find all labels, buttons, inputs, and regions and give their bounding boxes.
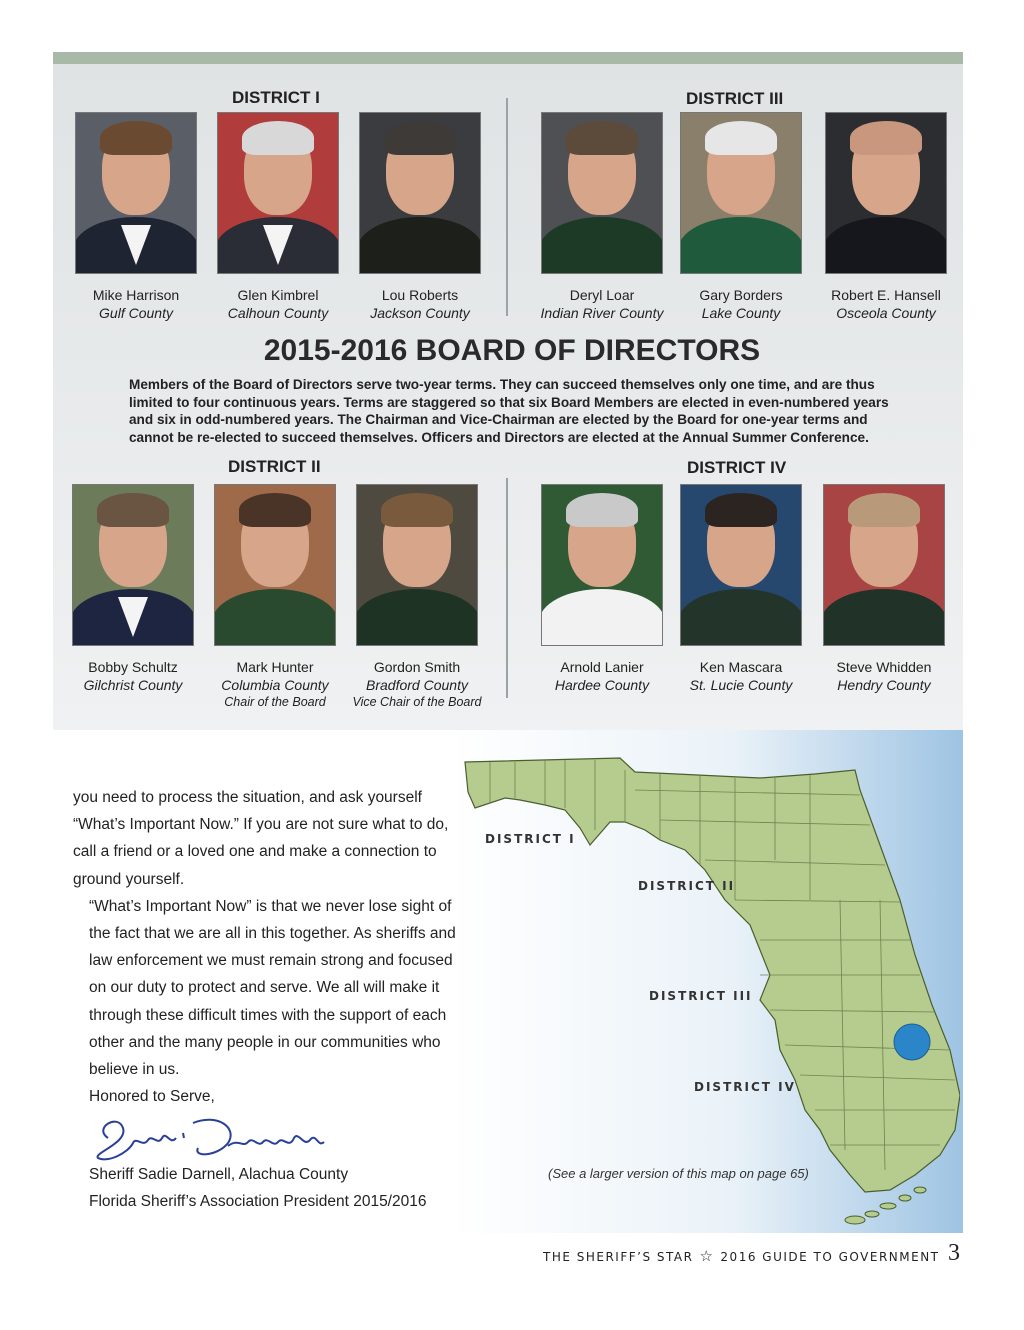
map-label-district-iii: DISTRICT III xyxy=(649,989,753,1003)
director-photo xyxy=(359,112,481,274)
director-photo xyxy=(217,112,339,274)
map-label-district-iv: DISTRICT IV xyxy=(694,1080,796,1094)
director-photo xyxy=(214,484,336,646)
district-ii-title: DISTRICT II xyxy=(228,457,321,476)
director-card xyxy=(819,484,949,694)
director-county: Gulf County xyxy=(99,305,173,321)
letter-paragraph: you need to process the situation, and ask yourself “What’s Important Now.” If you are not sure what to do, call a friend or a loved one and make a connection to ground yourself. xyxy=(73,789,449,888)
star-icon: ☆ xyxy=(699,1247,715,1265)
map-label-district-ii: DISTRICT II xyxy=(638,879,736,893)
director-photo xyxy=(541,484,663,646)
district-divider-bottom xyxy=(506,478,508,698)
signer-title: Florida Sheriff’s Association President 2015/2016 xyxy=(89,1193,427,1210)
director-card xyxy=(676,484,806,694)
director-photo xyxy=(72,484,194,646)
director-photo xyxy=(680,112,802,274)
director-role: Vice Chair of the Board xyxy=(352,695,482,709)
director-county: St. Lucie County xyxy=(689,677,793,693)
director-card xyxy=(71,112,201,322)
letter-paragraph: “What’s Important Now” is that we never lose sight of the fact that we are all in this together. As sheriffs and law enforcement we must remain strong and focused on our duty to protect and serve. We all will make it through these difficult times with the support of each other and the many people in our communities who believe in us. xyxy=(89,897,456,1079)
district-i-title: DISTRICT I xyxy=(232,88,320,107)
director-county: Calhoun County xyxy=(227,305,329,321)
director-name: Bobby Schultz xyxy=(88,659,178,675)
publication-edition: 2016 GUIDE TO GOVERNMENT xyxy=(720,1250,940,1264)
director-photo xyxy=(680,484,802,646)
page-footer xyxy=(543,1247,940,1265)
director-photo xyxy=(541,112,663,274)
director-name: Gary Borders xyxy=(699,287,783,303)
director-name: Gordon Smith xyxy=(373,659,461,675)
director-photo xyxy=(75,112,197,274)
director-name: Mark Hunter xyxy=(236,659,314,675)
director-county: Bradford County xyxy=(366,677,468,693)
director-name: Lou Roberts xyxy=(381,287,459,303)
lake-okeechobee xyxy=(894,1024,930,1060)
director-name: Steve Whidden xyxy=(836,659,932,675)
signer-name: Sheriff Sadie Darnell, Alachua County xyxy=(89,1166,349,1183)
map-label-district-i: DISTRICT I xyxy=(485,832,576,846)
director-photo xyxy=(356,484,478,646)
director-name: Arnold Lanier xyxy=(560,659,644,675)
director-card xyxy=(213,112,343,322)
director-county: Osceola County xyxy=(836,305,936,321)
director-name: Deryl Loar xyxy=(569,287,635,303)
director-card xyxy=(537,112,667,322)
president-letter xyxy=(73,784,463,1110)
director-county: Hardee County xyxy=(554,677,650,693)
district-iv-title: DISTRICT IV xyxy=(687,458,787,477)
director-county: Lake County xyxy=(701,305,781,321)
director-card xyxy=(676,112,806,322)
director-name: Glen Kimbrel xyxy=(237,287,319,303)
director-name: Robert E. Hansell xyxy=(831,287,941,303)
director-photo xyxy=(825,112,947,274)
director-card xyxy=(352,484,482,711)
letter-closing: Honored to Serve, xyxy=(89,1088,215,1106)
page-number: 3 xyxy=(948,1240,960,1266)
director-card xyxy=(210,484,340,711)
director-county: Gilchrist County xyxy=(83,677,183,693)
director-name: Ken Mascara xyxy=(699,659,783,675)
signature-image xyxy=(88,1108,338,1168)
district-divider-top xyxy=(506,98,508,316)
page-title: 2015-2016 BOARD OF DIRECTORS xyxy=(263,334,761,367)
director-card xyxy=(821,112,951,322)
director-card xyxy=(355,112,485,322)
director-county: Indian River County xyxy=(540,305,664,321)
publication-name: THE SHERIFF’S STAR xyxy=(543,1250,694,1264)
director-role: Chair of the Board xyxy=(224,695,326,709)
director-photo xyxy=(823,484,945,646)
florida-keys xyxy=(845,1187,926,1224)
director-county: Jackson County xyxy=(370,305,470,321)
director-name: Mike Harrison xyxy=(92,287,180,303)
map-caption: (See a larger version of this map on page 65) xyxy=(548,1166,809,1181)
director-card xyxy=(68,484,198,694)
director-card xyxy=(537,484,667,694)
director-county: Hendry County xyxy=(837,677,931,693)
board-description: Members of the Board of Directors serve two-year terms. They can succeed themselves only one time, and are thus limited to four continuous years. Terms are staggered so that six Board Members are elected in even-numbered years and six in odd-numbered years. The Chairman and Vice-Chairman are elected by the Board for one-year terms and cannot be re-elected to succeed themselves. Officers and Directors are elected at the Annual Summer Conference. xyxy=(129,377,889,445)
district-iii-title: DISTRICT III xyxy=(686,89,784,108)
director-county: Columbia County xyxy=(221,677,329,693)
top-accent-bar xyxy=(53,52,963,64)
